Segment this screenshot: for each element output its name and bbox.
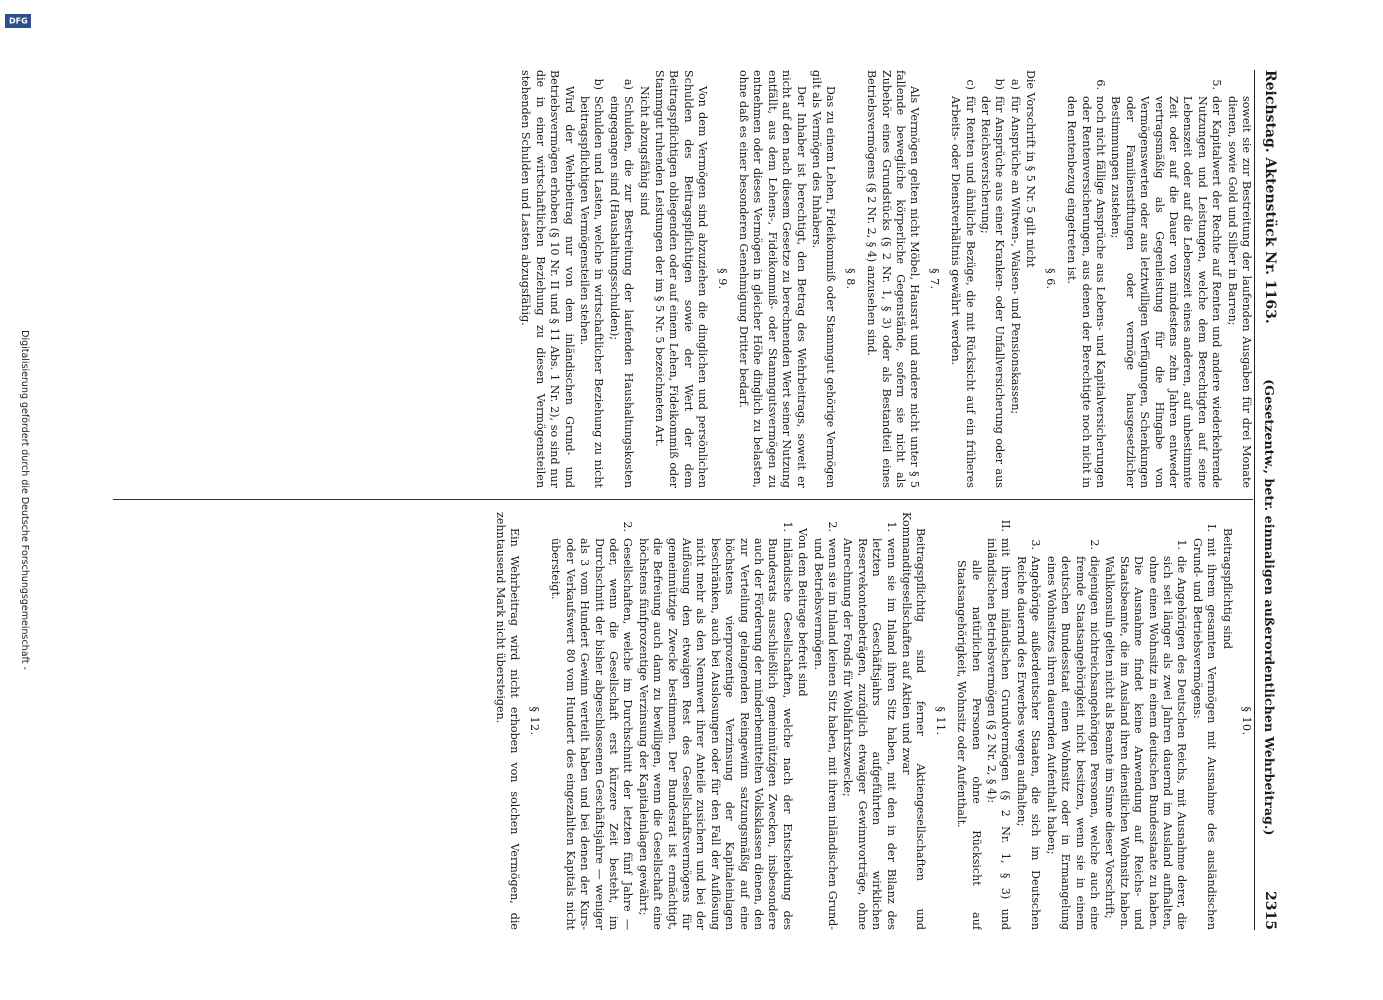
item-text: noch nicht fällige Ansprüche aus Lebens- und Kapitalversicherungen oder Rentenversicherungen, aus denen der Berechtigte noch nicht in den Rentenbezug eingetreten ist. xyxy=(1065,96,1107,488)
list-item xyxy=(978,70,1007,488)
item-number: 1. xyxy=(1175,539,1189,550)
section-heading: § 6. xyxy=(1043,268,1057,290)
continuation-text: soweit sie zur Bestreitung der laufenden Ausgaben für drei Monate dienen, sowie Gold und Silber in Barren; xyxy=(1225,96,1253,488)
section-heading: § 7. xyxy=(927,268,941,290)
item-number: 3. xyxy=(1029,539,1043,550)
list-item xyxy=(1108,70,1223,488)
header-title: Reichstag. Aktenstück Nr. 1163. xyxy=(1262,70,1278,324)
item-text: Schulden und Lasten, welche in wirtschaftlicher Beziehung zu nicht beitragspflichtigen Vermögensteilen stehen. xyxy=(577,96,606,488)
page-header xyxy=(1254,70,1285,930)
section-heading: § 8. xyxy=(843,268,857,290)
item-number: a) xyxy=(622,79,636,90)
item-number: II. xyxy=(999,519,1013,532)
paragraph: Wird der Wehrbeitrag nur von dem inländischen Grund- und Betriebsvermögen erhoben (§ 10 Nr. II und § 11 Abs. 1 Nr. 2), so sind nur die in einer wirtschaftlichen Beziehung zu diesen Vermögensteilen stehenden Schulden und Lasten abzugsfähig. xyxy=(519,70,576,488)
item-text: Schulden, die zur Bestreitung der laufenden Haushaltungskosten eingegangen sind (Haushaltungsschulden); xyxy=(607,96,636,488)
list-item xyxy=(948,70,977,488)
paragraph: Das zu einem Lehen, Fideikommiß oder Stammgut gehörige Vermögen gilt als Vermögen des Inhabers. xyxy=(810,70,838,488)
left-column xyxy=(113,70,1253,488)
list-item xyxy=(1043,512,1101,930)
paragraph: Von dem Beitrage befreit sind xyxy=(796,528,810,697)
paragraph: Die Vorschrift in § 5 Nr. 5 gilt nicht xyxy=(1024,70,1038,268)
item-text: inländische Gesellschaften, welche nach der Entscheidung des Bundesrats ausschließlich gemeinnützigen Zwecken, insbesondere auch der Förderung der minderbemittelten Volksklassen dienen, den zur Verteilung gelangenden Reingewinn satzungsmäßig auf eine höchstens vierprozentige Verzinsung der Kapitaleinlagen beschränken, auch bei Auslosungen oder für den Fall der Auflösung nicht mehr als den Nennwert ihrer Anteile zusichern und bei der Auflösung den etwaigen Rest des Gesellschaftsvermögens für gemeinnützige Zwecke bestimmen. Der Bundesrat ist ermächtigt, die Befreiung auch dann zu bewilligen, wenn die Gesellschaft eine höchstens fünfprozentige Verzinsung der Kapitaleinlagen gewährt; xyxy=(636,538,794,930)
paragraph: Nicht abzugsfähig sind xyxy=(637,86,651,216)
right-column xyxy=(113,512,1253,930)
page-number: 2315 xyxy=(1262,891,1278,930)
item-number: 2. xyxy=(826,521,840,532)
item-number: 2. xyxy=(1087,539,1101,550)
list-item xyxy=(548,512,634,930)
item-text: für Renten und ähnliche Bezüge, die mit Rücksicht auf ein früheres Arbeits- oder Dienstverhältnis gewährt werden. xyxy=(949,96,977,488)
list-item xyxy=(810,512,839,930)
item-text: für Ansprüche aus einer Kranken- oder Unfallversicherung oder aus der Reichsversicherung; xyxy=(979,96,1007,488)
list-item xyxy=(840,512,898,930)
paragraph: Beitragspflichtig sind ferner Aktiengesellschaften und Kommanditgesellschaften auf Aktien und zwar xyxy=(900,512,928,930)
list-item xyxy=(984,512,1013,930)
item-text: diejenigen nichtreichsangehörigen Personen, welche auch eine fremde Staatsangehörigkeit nicht besitzen, wenn sie in einem deutschen Bundesstaat einen Wohnsitz oder in Ermangelung eines Wohnsitzes ihren dauernden Aufenthalt haben; xyxy=(1044,556,1101,930)
item-number: c) xyxy=(963,79,977,90)
item-number: I. xyxy=(1205,524,1219,532)
item-text: der Kapitalwert der Rechte auf Renten und andere wiederkehrende Nutzungen und Leistungen, welche dem Berechtigten auf seine Lebenszeit oder auf die Lebenszeit eines anderen, auf unbestimmte Zeit oder auf die Dauer von mindestens zehn Jahren entweder vertragsmäßig als Gegenleistung für die Hingabe von Vermögenswerten oder aus letztwilligen Verfügungen, Schenkungen oder Familienstiftungen oder vermöge hausgesetzlicher Bestimmungen zustehen; xyxy=(1109,96,1224,488)
list-item xyxy=(1014,512,1043,930)
section-heading: § 11. xyxy=(933,706,947,736)
item-number: 2. xyxy=(621,521,635,532)
list-item xyxy=(635,512,793,930)
header-subtitle: (Gesetzentw., betr. einmaligen außerordentlichen Wehrbeitrag.) xyxy=(1262,379,1278,836)
item-text: Angehörige außerdeutscher Staaten, die sich im Deutschen Reiche dauernd des Erwerbes wegen aufhalten; xyxy=(1014,556,1043,930)
item-text: mit ihrem gesamten Vermögen mit Ausnahme des ausländischen Grund- und Betriebsvermögens: xyxy=(1190,538,1219,930)
dfg-logo: DFG xyxy=(5,14,31,28)
item-number: 1. xyxy=(884,521,898,532)
item-number: b) xyxy=(993,78,1007,90)
item-text: die Angehörigen des Deutschen Reichs, mit Ausnahme derer, die sich seit länger als zwei Jahren dauernd im Ausland aufhalten, ohne einen Wohnsitz in einem deutschen Bundesstaate zu haben. Die Ausnahme findet keine Anwendung auf Reichs- und Staatsbeamte, die im Ausland ihren dienstlichen Wohnsitz haben. Wahlkonsuln gelten nicht als Beamte im Sinne dieser Vorschrift; xyxy=(1103,556,1189,930)
item-number: 6. xyxy=(1093,79,1107,90)
list-item xyxy=(1189,512,1218,930)
section-heading: § 12. xyxy=(527,706,541,736)
list-item xyxy=(1008,70,1022,488)
item-number: b) xyxy=(592,78,606,90)
item-text: mit ihrem inländischen Grundvermögen (§ 2 Nr. 1, § 3) und inländischen Betriebsvermögen (§ 2 Nr. 2, § 4): xyxy=(985,538,1013,930)
item-text: für Ansprüche an Witwen-, Waisen- und Pensionskassen; xyxy=(1008,96,1022,415)
paragraph: alle natürlichen Personen ohne Rücksicht auf Staatsangehörigkeit, Wohnsitz oder Aufenthalt. xyxy=(955,560,983,930)
item-number: a) xyxy=(1008,79,1022,90)
paragraph: Der Inhaber ist berechtigt, den Betrag des Wehrbeitrags, soweit er nicht auf den nach diesem Gesetze zu berechnenden Wert seiner Nutzung entfällt, aus dem Lehens-, Fideikommiß- oder Stammgutsvermögen zu entnehmen oder dieses Vermögen in gleicher Höhe dinglich zu belasten, ohne daß es einer besonderen Genehmigung Dritter bedarf. xyxy=(737,70,808,488)
list-item xyxy=(1064,70,1107,488)
item-text: Gesellschaften, welche im Durchschnitt der letzten fünf Jahre — oder, wenn die Gesellschaft erst kürzere Zeit besteht, im Durchschnitt der bisher abgeschlossenen Geschäftsjahre — weniger als 3 vom Hundert Gewinn verteilt haben und bei denen der Kurs- oder Verkaufswert 80 vom Hundert des eingezahlten Kapitals nicht übersteigt. xyxy=(549,538,635,930)
section-heading: § 9. xyxy=(715,268,729,290)
digitization-footer: Digitalisierung gefördert durch die Deutsche Forschungsgemeinschaft - xyxy=(19,330,30,670)
item-number: 5. xyxy=(1210,79,1224,90)
paragraph: Von dem Vermögen sind abzuziehen die dinglichen und persönlichen Schulden des Beitragspflichtigen sowie der Wert der dem Beitragspflichtigen obliegenden oder auf einem Lehen, Fideikommiß oder Stammgut ruhenden Leistungen der im § 5 Nr. 5 bezeichneten Art. xyxy=(652,70,710,488)
item-number: 1. xyxy=(780,521,794,532)
item-text: wenn sie im Inland keinen Sitz haben, mit ihrem inländischen Grund- und Betriebsvermögen. xyxy=(811,538,840,930)
paragraph: Ein Wehrbeitrag wird nicht erhoben von solchen Vermögen, die zehntausend Mark nicht übersteigen. xyxy=(494,512,522,930)
list-item xyxy=(606,70,635,488)
item-text: wenn sie im Inland ihren Sitz haben, mit den in der Bilanz des letzten Geschäftsjahrs aufgeführten wirklichen Reservekontenbeträgen, zuzüglich etwaiger Gewinnvorträge, ohne Anrechnung der Fonds für Wohlfahrtszwecke; xyxy=(841,538,898,930)
list-item xyxy=(577,70,606,488)
list-item xyxy=(1102,512,1188,930)
paragraph: Als Vermögen gelten nicht Möbel, Hausrat und andere nicht unter § 5 fallende bewegliche körperliche Gegenstände, sofern sie nicht als Zubehör eines Grundstücks (§ 2 Nr. 1, § 3) oder als Bestandteil eines Betriebsvermögens (§ 2 Nr. 2, § 4) anzusehen sind. xyxy=(865,70,922,488)
paragraph: Beitragspflichtig sind xyxy=(1220,528,1234,649)
section-heading: § 10. xyxy=(1240,706,1253,736)
column-divider xyxy=(113,499,1253,500)
